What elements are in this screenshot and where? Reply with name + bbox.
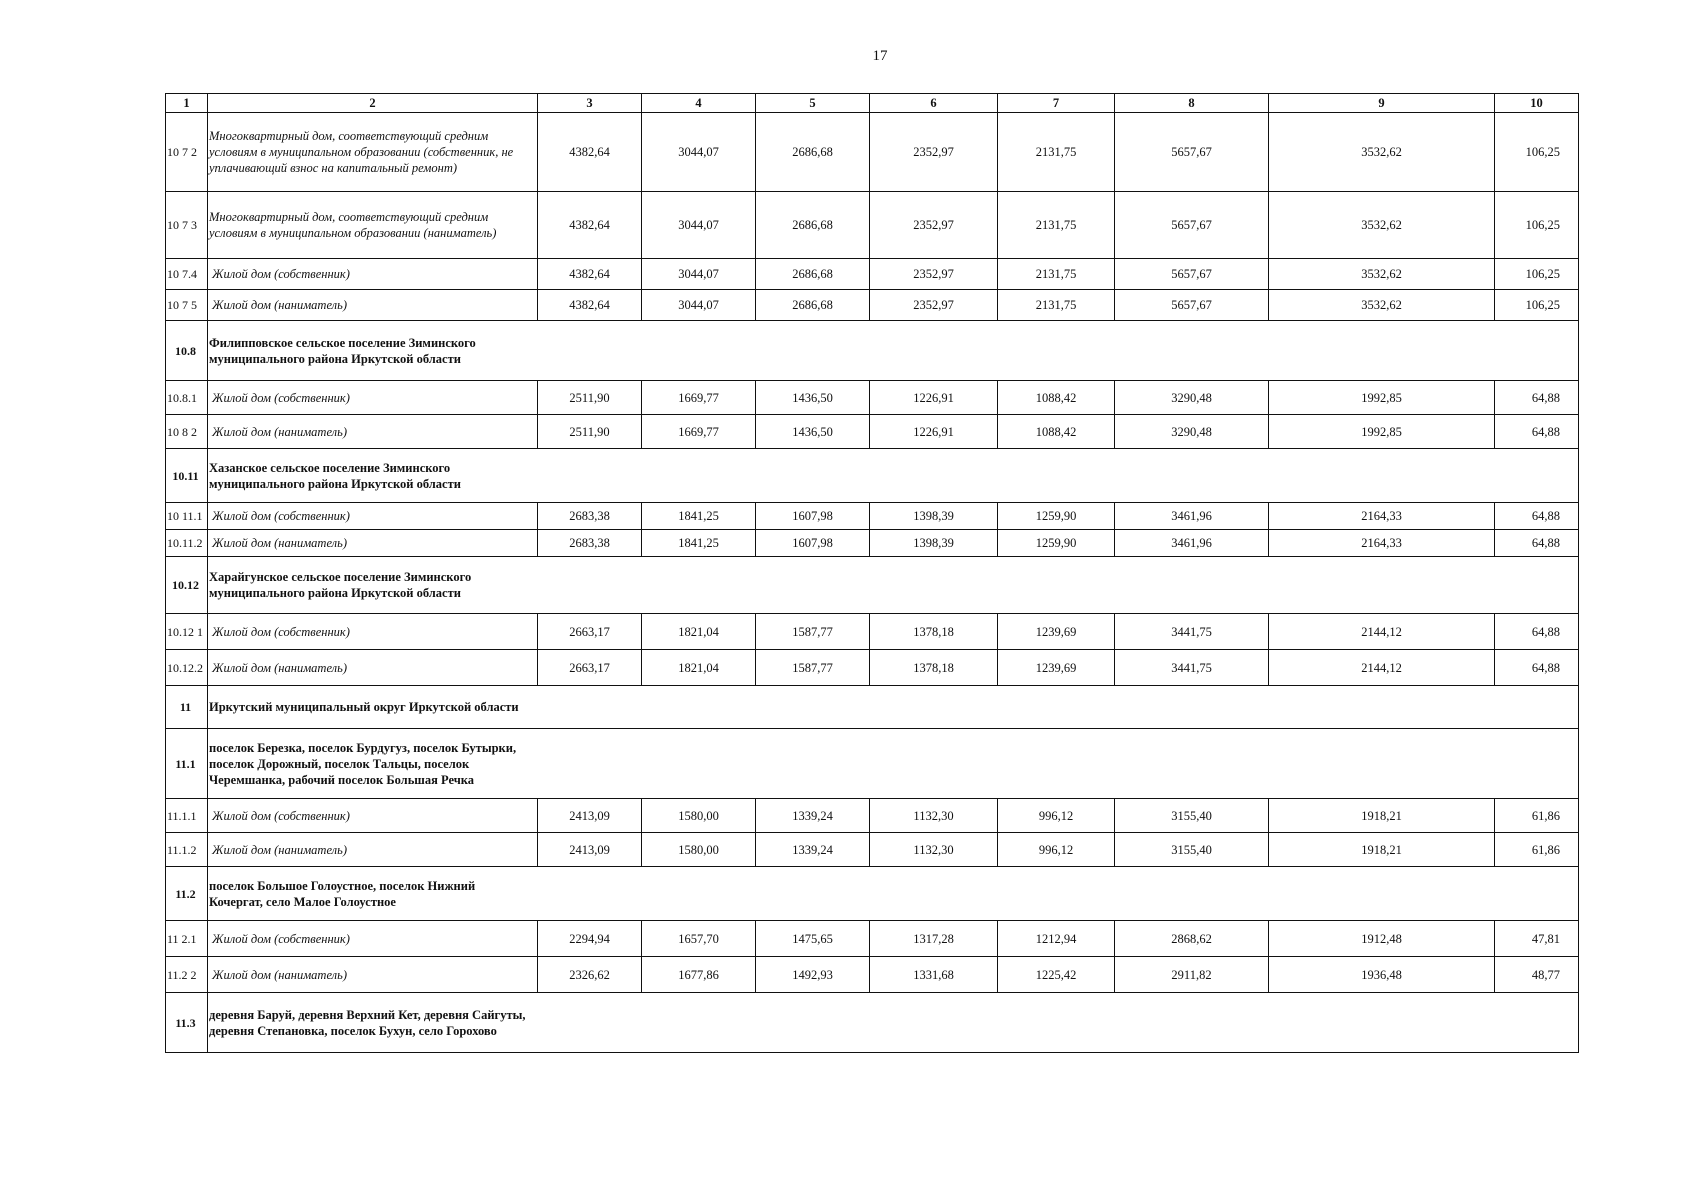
value-cell: 996,12 xyxy=(998,799,1115,833)
value-cell: 64,88 xyxy=(1495,614,1579,650)
section-title xyxy=(208,686,1579,729)
value-cell: 106,25 xyxy=(1495,192,1579,259)
value-cell: 5657,67 xyxy=(1115,259,1269,290)
value-cell: 2511,90 xyxy=(538,415,642,449)
value-cell: 61,86 xyxy=(1495,833,1579,867)
column-header: 10 xyxy=(1495,94,1579,113)
value-cell: 1607,98 xyxy=(756,503,870,530)
value-cell: 48,77 xyxy=(1495,957,1579,993)
value-cell: 1918,21 xyxy=(1269,799,1495,833)
value-cell: 1226,91 xyxy=(870,381,998,415)
row-number: 10.8.1 xyxy=(166,381,208,415)
value-cell: 2686,68 xyxy=(756,290,870,321)
value-cell: 2683,38 xyxy=(538,503,642,530)
row-name: Жилой дом (наниматель) xyxy=(208,290,538,321)
value-cell: 64,88 xyxy=(1495,650,1579,686)
value-cell: 1225,42 xyxy=(998,957,1115,993)
section-title xyxy=(208,557,1579,614)
value-cell: 2294,94 xyxy=(538,921,642,957)
value-cell: 3155,40 xyxy=(1115,833,1269,867)
value-cell: 3155,40 xyxy=(1115,799,1269,833)
value-cell: 61,86 xyxy=(1495,799,1579,833)
value-cell: 1239,69 xyxy=(998,614,1115,650)
section-title xyxy=(208,867,1579,921)
column-header: 1 xyxy=(166,94,208,113)
value-cell: 2144,12 xyxy=(1269,650,1495,686)
value-cell: 3441,75 xyxy=(1115,650,1269,686)
value-cell: 2164,33 xyxy=(1269,503,1495,530)
row-name: Жилой дом (собственник) xyxy=(208,921,538,957)
value-cell: 2352,97 xyxy=(870,113,998,192)
value-cell: 1821,04 xyxy=(642,614,756,650)
value-cell: 47,81 xyxy=(1495,921,1579,957)
value-cell: 2686,68 xyxy=(756,259,870,290)
value-cell: 1436,50 xyxy=(756,381,870,415)
value-cell: 3532,62 xyxy=(1269,290,1495,321)
row-name: Жилой дом (наниматель) xyxy=(208,530,538,557)
table-row xyxy=(166,290,1579,321)
row-name: Жилой дом (собственник) xyxy=(208,259,538,290)
row-number: 11 xyxy=(166,686,208,729)
section-title-text: поселок Березка, поселок Бурдугуз, поселок Бутырки, поселок Дорожный, поселок Тальцы, поселок Черемшанка, рабочий поселок Большая Речка xyxy=(209,740,517,787)
value-cell: 2511,90 xyxy=(538,381,642,415)
table-row xyxy=(166,921,1579,957)
value-cell: 2326,62 xyxy=(538,957,642,993)
value-cell: 996,12 xyxy=(998,833,1115,867)
value-cell: 2131,75 xyxy=(998,192,1115,259)
table-body xyxy=(166,94,1579,1053)
value-cell: 4382,64 xyxy=(538,113,642,192)
value-cell: 1992,85 xyxy=(1269,381,1495,415)
row-number: 10 7.4 xyxy=(166,259,208,290)
value-cell: 1918,21 xyxy=(1269,833,1495,867)
value-cell: 64,88 xyxy=(1495,381,1579,415)
value-cell: 3532,62 xyxy=(1269,113,1495,192)
page-number: 17 xyxy=(872,48,888,64)
value-cell: 2131,75 xyxy=(998,259,1115,290)
value-cell: 4382,64 xyxy=(538,192,642,259)
value-cell: 1657,70 xyxy=(642,921,756,957)
value-cell: 2663,17 xyxy=(538,650,642,686)
section-row xyxy=(166,557,1579,614)
column-header: 6 xyxy=(870,94,998,113)
value-cell: 3441,75 xyxy=(1115,614,1269,650)
value-cell: 64,88 xyxy=(1495,503,1579,530)
value-cell: 1607,98 xyxy=(756,530,870,557)
value-cell: 106,25 xyxy=(1495,290,1579,321)
value-cell: 3044,07 xyxy=(642,290,756,321)
section-row xyxy=(166,449,1579,503)
row-name: Жилой дом (наниматель) xyxy=(208,650,538,686)
value-cell: 1132,30 xyxy=(870,799,998,833)
row-number: 10 11.1 xyxy=(166,503,208,530)
value-cell: 1212,94 xyxy=(998,921,1115,957)
row-number: 10 7 3 xyxy=(166,192,208,259)
row-number: 10.11 xyxy=(166,449,208,503)
value-cell: 1587,77 xyxy=(756,614,870,650)
table-row xyxy=(166,259,1579,290)
row-name: Многоквартирный дом, соответствующий средним условиям в муниципальном образовании (наниматель) xyxy=(208,192,538,259)
table-row xyxy=(166,381,1579,415)
value-cell: 1841,25 xyxy=(642,530,756,557)
row-number: 10 7 2 xyxy=(166,113,208,192)
value-cell: 2683,38 xyxy=(538,530,642,557)
value-cell: 3290,48 xyxy=(1115,415,1269,449)
value-cell: 1259,90 xyxy=(998,503,1115,530)
value-cell: 5657,67 xyxy=(1115,113,1269,192)
row-number: 11.1.2 xyxy=(166,833,208,867)
value-cell: 3532,62 xyxy=(1269,259,1495,290)
row-name: Жилой дом (наниматель) xyxy=(208,415,538,449)
value-cell: 1992,85 xyxy=(1269,415,1495,449)
value-cell: 1239,69 xyxy=(998,650,1115,686)
value-cell: 2352,97 xyxy=(870,192,998,259)
table-row xyxy=(166,503,1579,530)
tariff-table xyxy=(165,93,1579,1053)
value-cell: 3290,48 xyxy=(1115,381,1269,415)
row-number: 10 7 5 xyxy=(166,290,208,321)
table-row xyxy=(166,799,1579,833)
value-cell: 4382,64 xyxy=(538,259,642,290)
section-title xyxy=(208,321,1579,381)
section-title xyxy=(208,449,1579,503)
table-header-row xyxy=(166,94,1579,113)
row-number: 10.12 1 xyxy=(166,614,208,650)
column-header: 4 xyxy=(642,94,756,113)
row-number: 11 2.1 xyxy=(166,921,208,957)
section-row xyxy=(166,686,1579,729)
row-name: Жилой дом (наниматель) xyxy=(208,957,538,993)
value-cell: 106,25 xyxy=(1495,259,1579,290)
value-cell: 1088,42 xyxy=(998,415,1115,449)
value-cell: 2352,97 xyxy=(870,259,998,290)
value-cell: 2413,09 xyxy=(538,833,642,867)
value-cell: 1580,00 xyxy=(642,799,756,833)
row-name: Жилой дом (собственник) xyxy=(208,503,538,530)
value-cell: 1677,86 xyxy=(642,957,756,993)
row-number: 10.12 xyxy=(166,557,208,614)
value-cell: 1492,93 xyxy=(756,957,870,993)
column-header: 3 xyxy=(538,94,642,113)
row-number: 11.1.1 xyxy=(166,799,208,833)
value-cell: 1936,48 xyxy=(1269,957,1495,993)
value-cell: 2144,12 xyxy=(1269,614,1495,650)
table-row xyxy=(166,833,1579,867)
value-cell: 1475,65 xyxy=(756,921,870,957)
value-cell: 1398,39 xyxy=(870,503,998,530)
value-cell: 1912,48 xyxy=(1269,921,1495,957)
value-cell: 2131,75 xyxy=(998,290,1115,321)
column-header: 8 xyxy=(1115,94,1269,113)
table-row xyxy=(166,957,1579,993)
column-header: 5 xyxy=(756,94,870,113)
section-title-text: Филипповское сельское поселение Зиминского муниципального района Иркутской области xyxy=(209,335,476,366)
row-name: Жилой дом (наниматель) xyxy=(208,833,538,867)
value-cell: 3461,96 xyxy=(1115,530,1269,557)
value-cell: 1398,39 xyxy=(870,530,998,557)
value-cell: 1259,90 xyxy=(998,530,1115,557)
value-cell: 1339,24 xyxy=(756,799,870,833)
value-cell: 1317,28 xyxy=(870,921,998,957)
value-cell: 1587,77 xyxy=(756,650,870,686)
value-cell: 1339,24 xyxy=(756,833,870,867)
row-name: Жилой дом (собственник) xyxy=(208,381,538,415)
value-cell: 1378,18 xyxy=(870,650,998,686)
value-cell: 1088,42 xyxy=(998,381,1115,415)
column-header: 9 xyxy=(1269,94,1495,113)
value-cell: 1436,50 xyxy=(756,415,870,449)
section-title-text: поселок Большое Голоустное, поселок Нижний Кочергат, село Малое Голоустное xyxy=(209,878,476,909)
value-cell: 5657,67 xyxy=(1115,192,1269,259)
value-cell: 2352,97 xyxy=(870,290,998,321)
table-row xyxy=(166,650,1579,686)
value-cell: 3461,96 xyxy=(1115,503,1269,530)
section-title-text: деревня Баруй, деревня Верхний Кет, деревня Сайгуты, деревня Степановка, поселок Бухун, село Горохово xyxy=(209,1007,526,1038)
column-header: 2 xyxy=(208,94,538,113)
value-cell: 2131,75 xyxy=(998,113,1115,192)
value-cell: 2868,62 xyxy=(1115,921,1269,957)
column-header: 7 xyxy=(998,94,1115,113)
value-cell: 4382,64 xyxy=(538,290,642,321)
row-number: 11.3 xyxy=(166,993,208,1053)
value-cell: 1841,25 xyxy=(642,503,756,530)
value-cell: 64,88 xyxy=(1495,415,1579,449)
table-row xyxy=(166,614,1579,650)
value-cell: 2911,82 xyxy=(1115,957,1269,993)
value-cell: 1132,30 xyxy=(870,833,998,867)
section-title xyxy=(208,729,1579,799)
value-cell: 2686,68 xyxy=(756,192,870,259)
section-row xyxy=(166,729,1579,799)
section-row xyxy=(166,993,1579,1053)
row-number: 10 8 2 xyxy=(166,415,208,449)
value-cell: 1821,04 xyxy=(642,650,756,686)
table-row xyxy=(166,415,1579,449)
row-number: 10.12.2 xyxy=(166,650,208,686)
value-cell: 3044,07 xyxy=(642,113,756,192)
value-cell: 3532,62 xyxy=(1269,192,1495,259)
table-row xyxy=(166,192,1579,259)
row-number: 10.11.2 xyxy=(166,530,208,557)
value-cell: 3044,07 xyxy=(642,259,756,290)
value-cell: 64,88 xyxy=(1495,530,1579,557)
value-cell: 1669,77 xyxy=(642,415,756,449)
section-title xyxy=(208,993,1579,1053)
section-row xyxy=(166,321,1579,381)
value-cell: 2663,17 xyxy=(538,614,642,650)
row-name: Многоквартирный дом, соответствующий средним условиям в муниципальном образовании (собственник, не уплачивающий взнос на капитальный ремонт) xyxy=(208,113,538,192)
value-cell: 2164,33 xyxy=(1269,530,1495,557)
table-row xyxy=(166,530,1579,557)
row-number: 11.1 xyxy=(166,729,208,799)
value-cell: 2413,09 xyxy=(538,799,642,833)
section-title-text: Иркутский муниципальный округ Иркутской области xyxy=(209,700,519,714)
row-name: Жилой дом (собственник) xyxy=(208,614,538,650)
value-cell: 5657,67 xyxy=(1115,290,1269,321)
section-title-text: Харайгунское сельское поселение Зиминского муниципального района Иркутской области xyxy=(209,570,472,600)
value-cell: 106,25 xyxy=(1495,113,1579,192)
value-cell: 1580,00 xyxy=(642,833,756,867)
value-cell: 1226,91 xyxy=(870,415,998,449)
row-number: 10.8 xyxy=(166,321,208,381)
row-number: 11.2 xyxy=(166,867,208,921)
value-cell: 1378,18 xyxy=(870,614,998,650)
table-row xyxy=(166,113,1579,192)
section-title-text: Хазанское сельское поселение Зиминского муниципального района Иркутской области xyxy=(209,460,461,491)
value-cell: 1331,68 xyxy=(870,957,998,993)
section-row xyxy=(166,867,1579,921)
value-cell: 3044,07 xyxy=(642,192,756,259)
value-cell: 1669,77 xyxy=(642,381,756,415)
row-name: Жилой дом (собственник) xyxy=(208,799,538,833)
row-number: 11.2 2 xyxy=(166,957,208,993)
value-cell: 2686,68 xyxy=(756,113,870,192)
